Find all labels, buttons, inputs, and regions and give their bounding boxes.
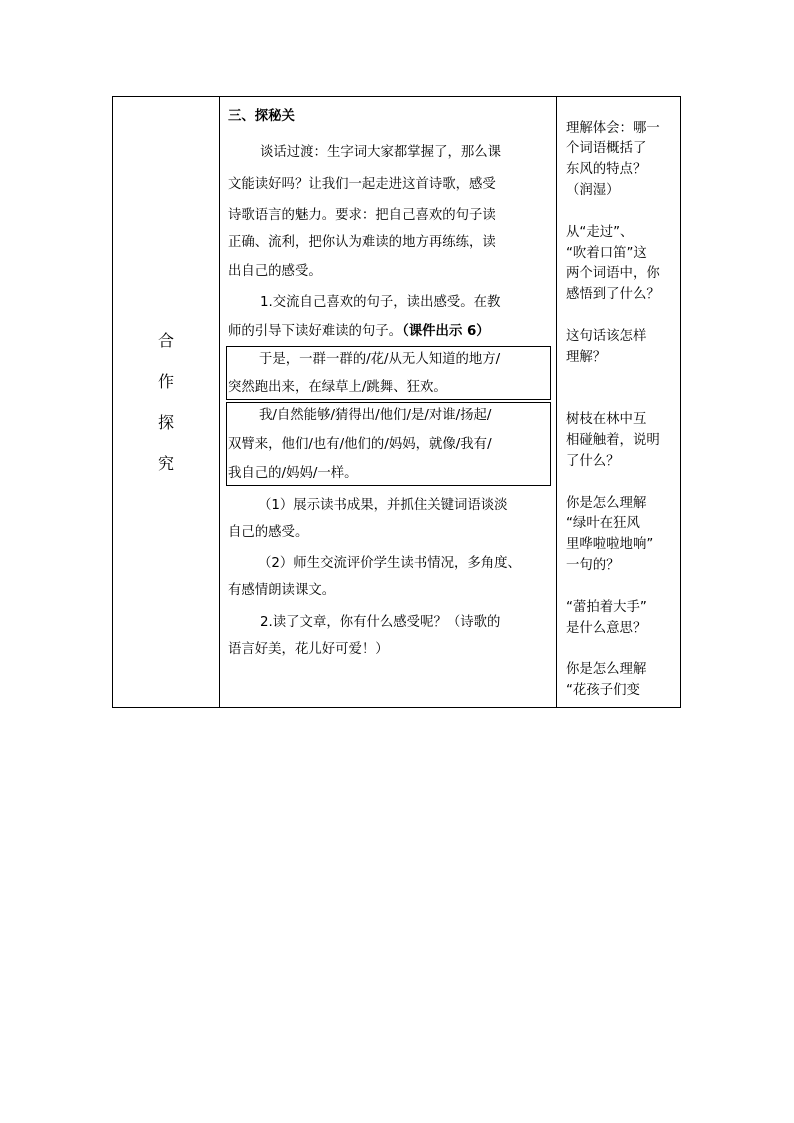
intro-line: 正确、流利，把你认为难读的地方再练练，读 xyxy=(228,235,496,250)
step1-line xyxy=(228,323,490,341)
section-heading: 三、探秘关 xyxy=(228,109,295,124)
sub-step-line: 有感情朗读课文。 xyxy=(228,583,336,598)
step2-line: 2.读了文章，你有什么感受呢？（诗歌的 xyxy=(260,615,501,630)
note-line: 一句的？ xyxy=(566,558,620,573)
sub-step-line: 自己的感受。 xyxy=(228,525,309,540)
sub-step-line: （1）展示读书成果，并抓住关键词语谈淡 xyxy=(258,498,508,513)
section-label-char: 作 xyxy=(157,372,174,391)
note-line: 理解？ xyxy=(566,350,607,365)
lesson-plan-table xyxy=(112,96,681,708)
sub-step-line: （2）师生交流评价学生读书情况，多角度、 xyxy=(258,556,521,571)
intro-line: 诗歌语言的魅力。要求：把自己喜欢的句子读 xyxy=(228,208,496,223)
intro-line: 出自己的感受。 xyxy=(228,264,322,279)
step1-line: 1.交流自己喜欢的句子，读出感受。在教 xyxy=(260,295,501,310)
courseware-note: （课件出示 6） xyxy=(402,324,490,339)
note-line: 你是怎么理解 xyxy=(566,662,647,677)
step2-line: 语言好美，花儿好可爱！） xyxy=(228,642,389,657)
column-divider xyxy=(219,97,220,707)
note-line: 感悟到了什么？ xyxy=(566,287,660,302)
section-label-char: 究 xyxy=(157,454,174,473)
note-line: 你是怎么理解 xyxy=(566,496,647,511)
note-line: “蕾拍着大手” xyxy=(566,600,647,615)
note-line: 理解体会：哪一 xyxy=(566,121,660,136)
note-line: 东风的特点？ xyxy=(566,162,647,177)
section-label-char: 探 xyxy=(157,413,174,432)
note-line: 这句话该怎样 xyxy=(566,329,647,344)
quote-line: 我自己的/妈妈/一样。 xyxy=(228,466,358,481)
note-line: 两个词语中，你 xyxy=(566,266,660,281)
note-line: 从“走过”、 xyxy=(566,225,634,240)
note-line: 树枝在林中互 xyxy=(566,412,647,427)
note-line: “绿叶在狂风 xyxy=(566,516,640,531)
column-divider xyxy=(556,97,557,707)
quote-line: 突然跑出来，在绿草上/跳舞、狂欢。 xyxy=(228,380,447,395)
note-line: 里哗啦啦地响” xyxy=(566,537,654,552)
note-line: 相碰触着，说明 xyxy=(566,433,660,448)
quote-line: 于是，一群一群的/花/从无人知道的地方/ xyxy=(259,352,501,367)
step1-text: 师的引导下读好难读的句子。 xyxy=(228,324,403,339)
note-line: 个词语概括了 xyxy=(566,141,647,156)
note-line: “吹着口笛”这 xyxy=(566,246,647,261)
note-line: 是什么意思？ xyxy=(566,621,647,636)
note-line: 了什么？ xyxy=(566,454,620,469)
quote-line: 我/自然能够/猜得出/他们/是/对谁/扬起/ xyxy=(259,408,492,423)
note-line: （润湿） xyxy=(566,183,620,198)
section-label-char: 合 xyxy=(157,331,174,350)
intro-line: 谈话过渡：生字词大家都掌握了，那么课 xyxy=(260,145,502,160)
quote-line: 双臂来，他们/也有/他们的/妈妈，就像/我有/ xyxy=(228,437,492,452)
section-label-cell xyxy=(113,97,219,707)
note-line: “花孩子们变 xyxy=(566,683,640,698)
intro-line: 文能读好吗？让我们一起走进这首诗歌，感受 xyxy=(228,177,496,192)
